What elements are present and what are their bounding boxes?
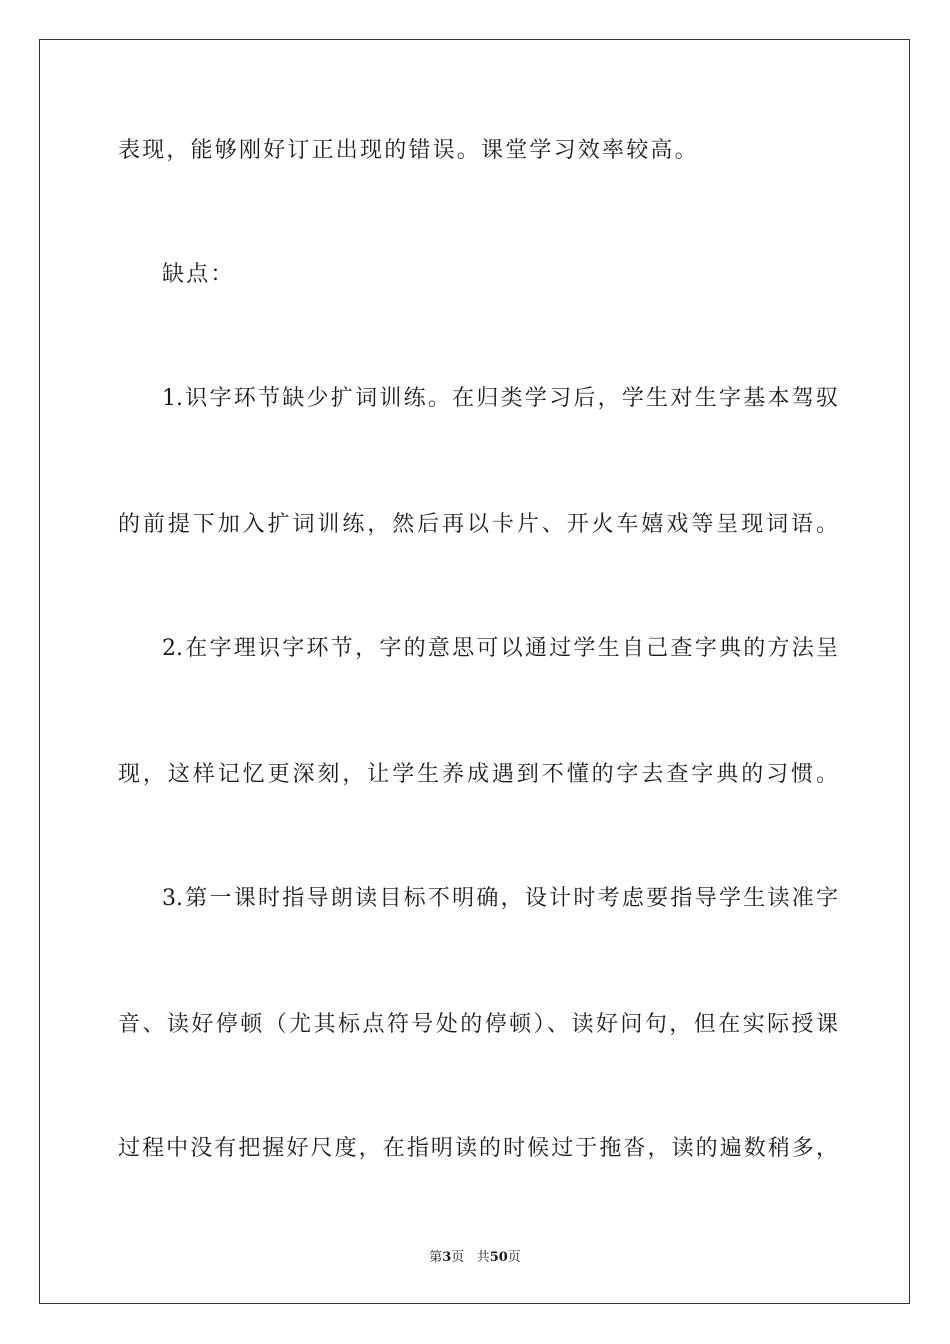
text-line-1: 表现，能够刚好订正出现的错误。课堂学习效率较高。 bbox=[118, 138, 699, 163]
text-line-4: 的前提下加入扩词训练，然后再以卡片、开火车嬉戏等呈现词语。 bbox=[118, 512, 838, 537]
text-line-7: 3.第一课时指导朗读目标不明确，设计时考虑要指导学生读准字 bbox=[162, 886, 838, 911]
text-line-3: 1.识字环节缺少扩词训练。在归类学习后，学生对生字基本驾驭 bbox=[162, 386, 838, 411]
footer-total-prefix: 共 bbox=[476, 1250, 490, 1265]
text-line-6: 现，这样记忆更深刻，让学生养成遇到不懂的字去查字典的习惯。 bbox=[118, 762, 838, 787]
footer-total-pages: 50 bbox=[489, 1250, 508, 1265]
page-border bbox=[39, 39, 910, 1304]
footer-prefix: 第 bbox=[429, 1250, 443, 1265]
text-line-8: 音、读好停顿（尤其标点符号处的停顿）、读好问句，但在实际授课 bbox=[118, 1012, 838, 1037]
page-footer bbox=[0, 1246, 950, 1265]
footer-total-unit: 页 bbox=[507, 1250, 521, 1265]
text-line-5: 2.在字理识字环节，字的意思可以通过学生自己查字典的方法呈 bbox=[162, 636, 838, 661]
footer-current-page: 3 bbox=[442, 1250, 452, 1265]
text-line-9: 过程中没有把握好尺度，在指明读的时候过于拖沓，读的遍数稍多， bbox=[118, 1136, 838, 1161]
text-line-2-heading: 缺点： bbox=[162, 262, 235, 287]
footer-page-unit: 页 bbox=[451, 1250, 465, 1265]
